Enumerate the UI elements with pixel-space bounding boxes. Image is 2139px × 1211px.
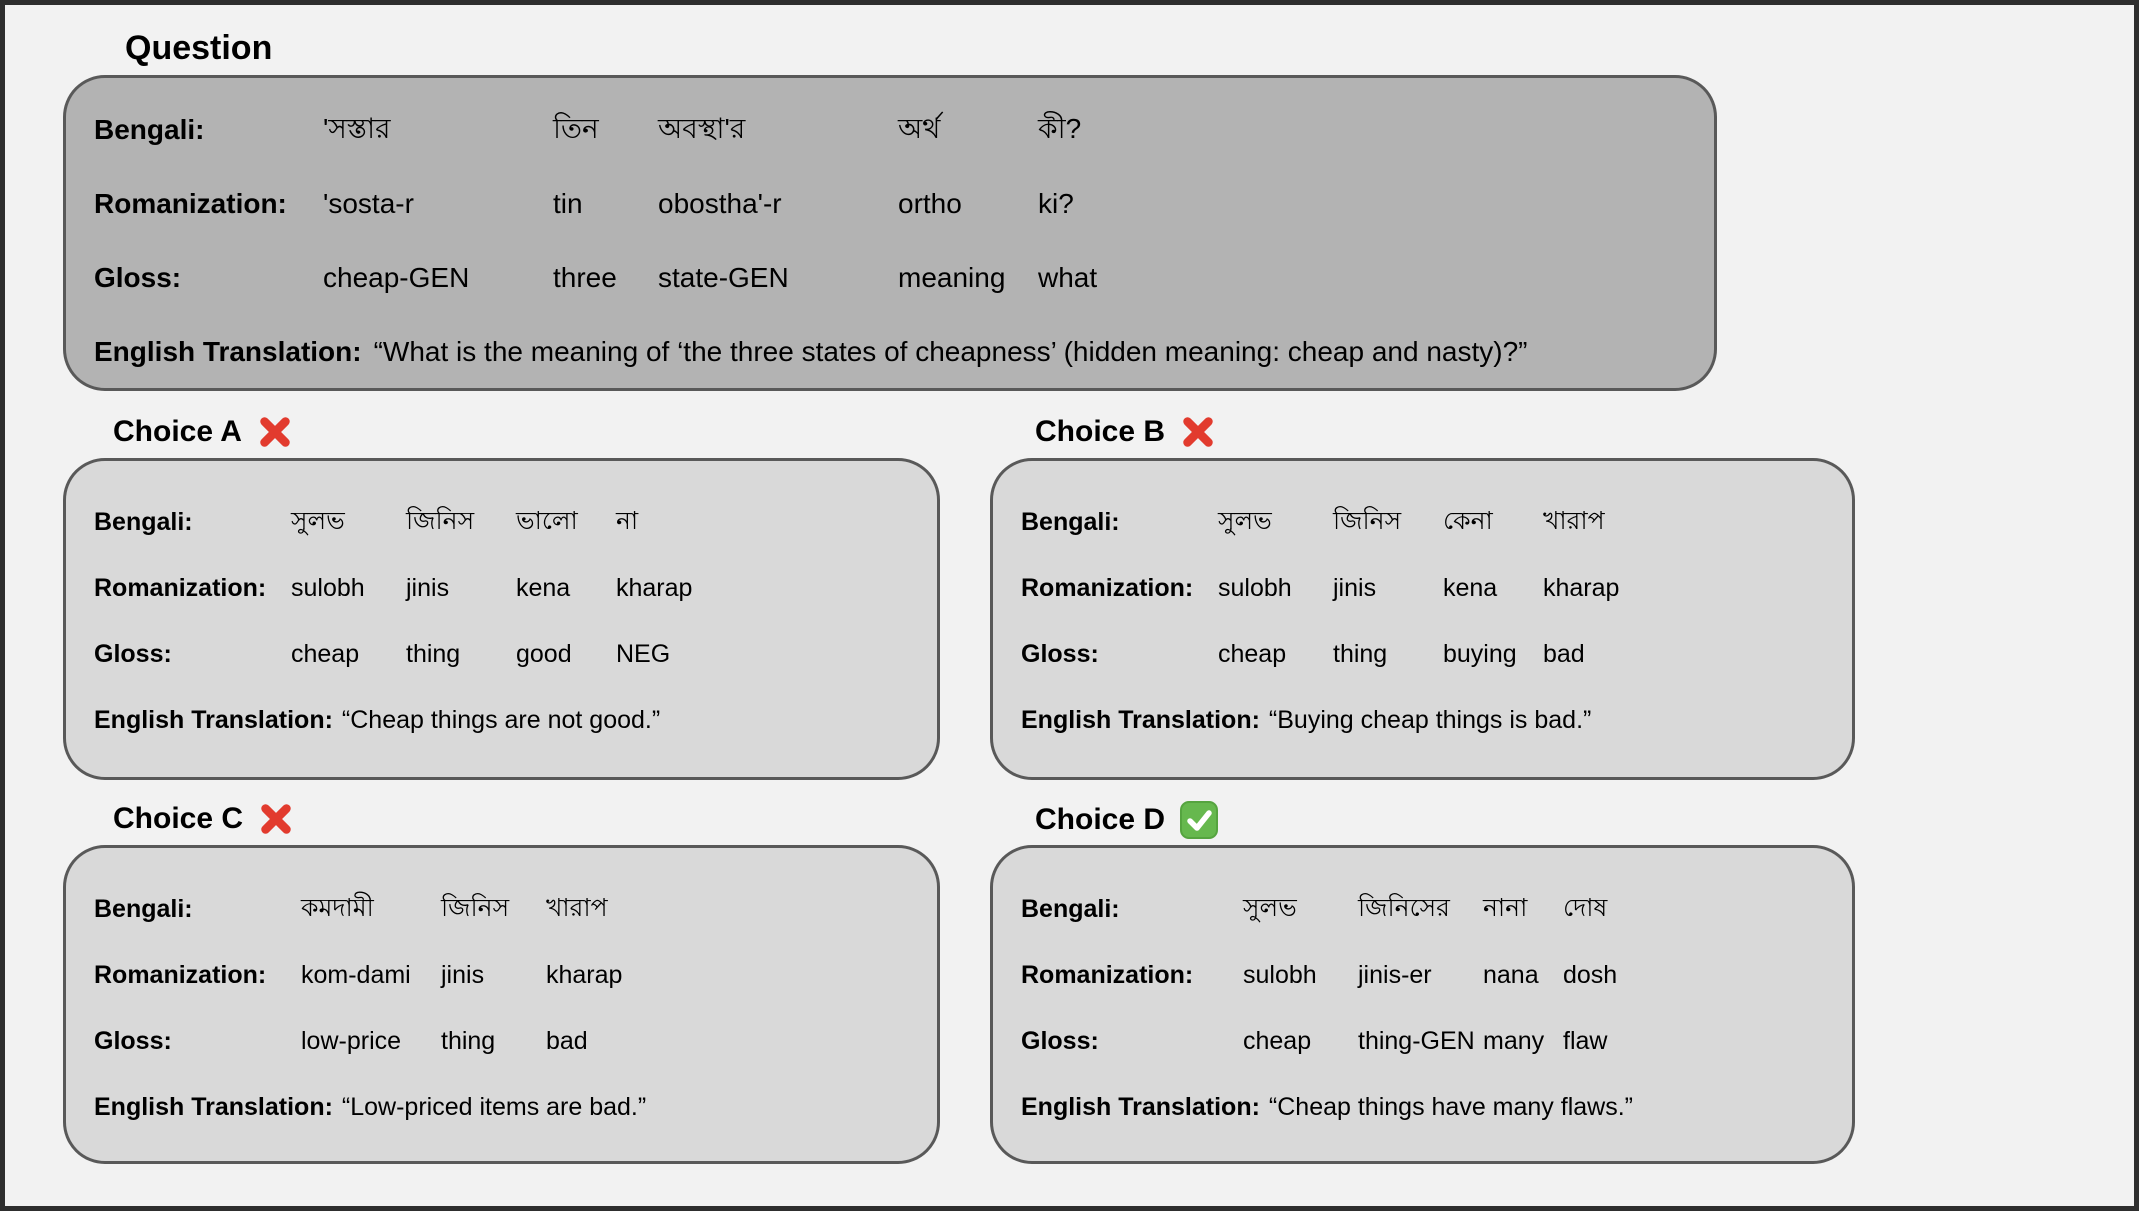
bengali-word: কী?: [1038, 112, 1082, 144]
gloss-word: meaning: [898, 262, 1006, 293]
choice-d-bengali-row: [1021, 876, 1824, 942]
gloss-label: Gloss:: [94, 1026, 172, 1055]
english-translation-label: English Translation:: [1021, 1092, 1260, 1121]
bengali-word: কেনা: [1443, 506, 1493, 535]
gloss-word: thing: [406, 639, 461, 668]
choice-d-heading-label: Choice D: [1035, 803, 1166, 836]
romanization-word: obostha'-r: [658, 188, 782, 219]
bengali-label: Bengali:: [1021, 894, 1120, 923]
romanization-label: Romanization:: [94, 188, 287, 219]
bengali-word: সুলভ: [291, 506, 345, 535]
choice-d-gloss-row: [1021, 1008, 1824, 1074]
bengali-word: জিনিস: [441, 893, 510, 922]
gloss-word: bad: [1543, 639, 1585, 668]
cross-icon: [257, 800, 295, 838]
gloss-word: buying: [1443, 639, 1517, 668]
choice-a-box: [63, 458, 940, 780]
question-romanization-row: [94, 167, 1686, 241]
english-translation-label: English Translation:: [94, 705, 333, 734]
choice-a-english-row: [94, 687, 909, 753]
gloss-word: cheap-GEN: [323, 262, 470, 293]
romanization-label: Romanization:: [1021, 960, 1194, 989]
bengali-word: সুলভ: [1243, 893, 1297, 922]
gloss-word: thing: [441, 1026, 496, 1055]
question-english-row: [94, 315, 1686, 389]
romanization-word: sulobh: [1218, 573, 1292, 602]
english-translation-text: “What is the meaning of ‘the three states of cheapness’ (hidden meaning: cheap and nasty)?”: [373, 336, 1528, 367]
gloss-word: cheap: [291, 639, 360, 668]
romanization-word: jinis: [1333, 573, 1377, 602]
question-gloss-row: [94, 241, 1686, 315]
english-translation-text: “Cheap things have many flaws.”: [1268, 1092, 1633, 1121]
bengali-word: কমদামী: [301, 893, 374, 922]
choice-a-gloss-row: [94, 621, 909, 687]
gloss-word: bad: [546, 1026, 588, 1055]
romanization-word: dosh: [1563, 960, 1618, 989]
romanization-word: kena: [1443, 573, 1498, 602]
bengali-word: 'সস্তার: [323, 112, 391, 144]
bengali-word: জিনিসের: [1358, 893, 1450, 922]
check-icon: [1179, 800, 1219, 840]
choice-c-gloss-row: [94, 1008, 909, 1074]
choice-a-heading: [113, 413, 294, 451]
bengali-word: জিনিস: [406, 506, 475, 535]
bengali-label: Bengali:: [94, 894, 193, 923]
romanization-word: tin: [553, 188, 583, 219]
romanization-word: kharap: [1543, 573, 1620, 602]
romanization-label: Romanization:: [94, 573, 267, 602]
choice-a-bengali-row: [94, 489, 909, 555]
gloss-word: flaw: [1563, 1026, 1608, 1055]
question-box: [63, 75, 1717, 391]
gloss-word: three: [553, 262, 617, 293]
bengali-label: Bengali:: [94, 507, 193, 536]
bengali-label: Bengali:: [94, 114, 205, 145]
gloss-word: good: [516, 639, 572, 668]
english-translation-label: English Translation:: [1021, 705, 1260, 734]
gloss-label: Gloss:: [1021, 639, 1099, 668]
gloss-label: Gloss:: [94, 639, 172, 668]
choice-c-heading: [113, 800, 295, 838]
gloss-word: thing: [1333, 639, 1388, 668]
cross-icon: [256, 413, 294, 451]
choice-d-box: [990, 845, 1855, 1164]
bengali-word: জিনিস: [1333, 506, 1402, 535]
romanization-word: kharap: [616, 573, 693, 602]
english-translation-text: “Low-priced items are bad.”: [341, 1092, 647, 1121]
bengali-word: খারাপ: [546, 893, 608, 922]
gloss-label: Gloss:: [1021, 1026, 1099, 1055]
choice-b-gloss-row: [1021, 621, 1824, 687]
choice-c-romanization-row: [94, 942, 909, 1008]
bengali-word: না: [616, 506, 639, 535]
romanization-word: kom-dami: [301, 960, 411, 989]
gloss-word: what: [1038, 262, 1098, 293]
english-translation-text: “Cheap things are not good.”: [341, 705, 661, 734]
gloss-word: NEG: [616, 639, 671, 668]
english-translation-text: “Buying cheap things is bad.”: [1268, 705, 1592, 734]
bengali-label: Bengali:: [1021, 507, 1120, 536]
gloss-label: Gloss:: [94, 262, 182, 293]
bengali-word: তিন: [553, 112, 599, 144]
cross-icon: [1179, 413, 1217, 451]
choice-d-romanization-row: [1021, 942, 1824, 1008]
romanization-word: ki?: [1038, 188, 1074, 219]
gloss-word: state-GEN: [658, 262, 789, 293]
choice-b-box: [990, 458, 1855, 780]
romanization-word: nana: [1483, 960, 1539, 989]
romanization-label: Romanization:: [1021, 573, 1194, 602]
choice-d-heading: [1035, 800, 1219, 840]
gloss-word: many: [1483, 1026, 1545, 1055]
romanization-word: jinis-er: [1358, 960, 1432, 989]
romanization-word: ortho: [898, 188, 962, 219]
bengali-word: দোষ: [1563, 893, 1608, 922]
choice-b-bengali-row: [1021, 489, 1824, 555]
choice-c-bengali-row: [94, 876, 909, 942]
romanization-word: kharap: [546, 960, 623, 989]
english-translation-label: English Translation:: [94, 336, 362, 367]
choice-a-romanization-row: [94, 555, 909, 621]
gloss-word: low-price: [301, 1026, 402, 1055]
choice-c-english-row: [94, 1074, 909, 1140]
question-bengali-row: [94, 93, 1686, 167]
english-translation-label: English Translation:: [94, 1092, 333, 1121]
romanization-word: jinis: [406, 573, 450, 602]
bengali-word: অবস্থা'র: [658, 112, 746, 144]
bengali-word: নানা: [1483, 893, 1528, 922]
question-heading-label: Question: [125, 29, 273, 67]
gloss-word: cheap: [1243, 1026, 1312, 1055]
gloss-word: thing-GEN: [1358, 1026, 1475, 1055]
romanization-word: 'sosta-r: [323, 188, 414, 219]
romanization-word: sulobh: [1243, 960, 1317, 989]
choice-b-romanization-row: [1021, 555, 1824, 621]
romanization-word: jinis: [441, 960, 485, 989]
question-heading: [125, 29, 272, 68]
romanization-word: kena: [516, 573, 571, 602]
choice-d-english-row: [1021, 1074, 1824, 1140]
gloss-word: cheap: [1218, 639, 1287, 668]
choice-b-heading-label: Choice B: [1035, 415, 1166, 448]
choice-b-heading: [1035, 413, 1217, 451]
choice-c-heading-label: Choice C: [113, 802, 244, 835]
bengali-word: ভালো: [516, 506, 578, 535]
choice-b-english-row: [1021, 687, 1824, 753]
bengali-word: খারাপ: [1543, 506, 1605, 535]
bengali-word: অর্থ: [898, 112, 941, 144]
bengali-word: সুলভ: [1218, 506, 1272, 535]
romanization-label: Romanization:: [94, 960, 267, 989]
romanization-word: sulobh: [291, 573, 365, 602]
choice-a-heading-label: Choice A: [113, 415, 242, 448]
choice-c-box: [63, 845, 940, 1164]
